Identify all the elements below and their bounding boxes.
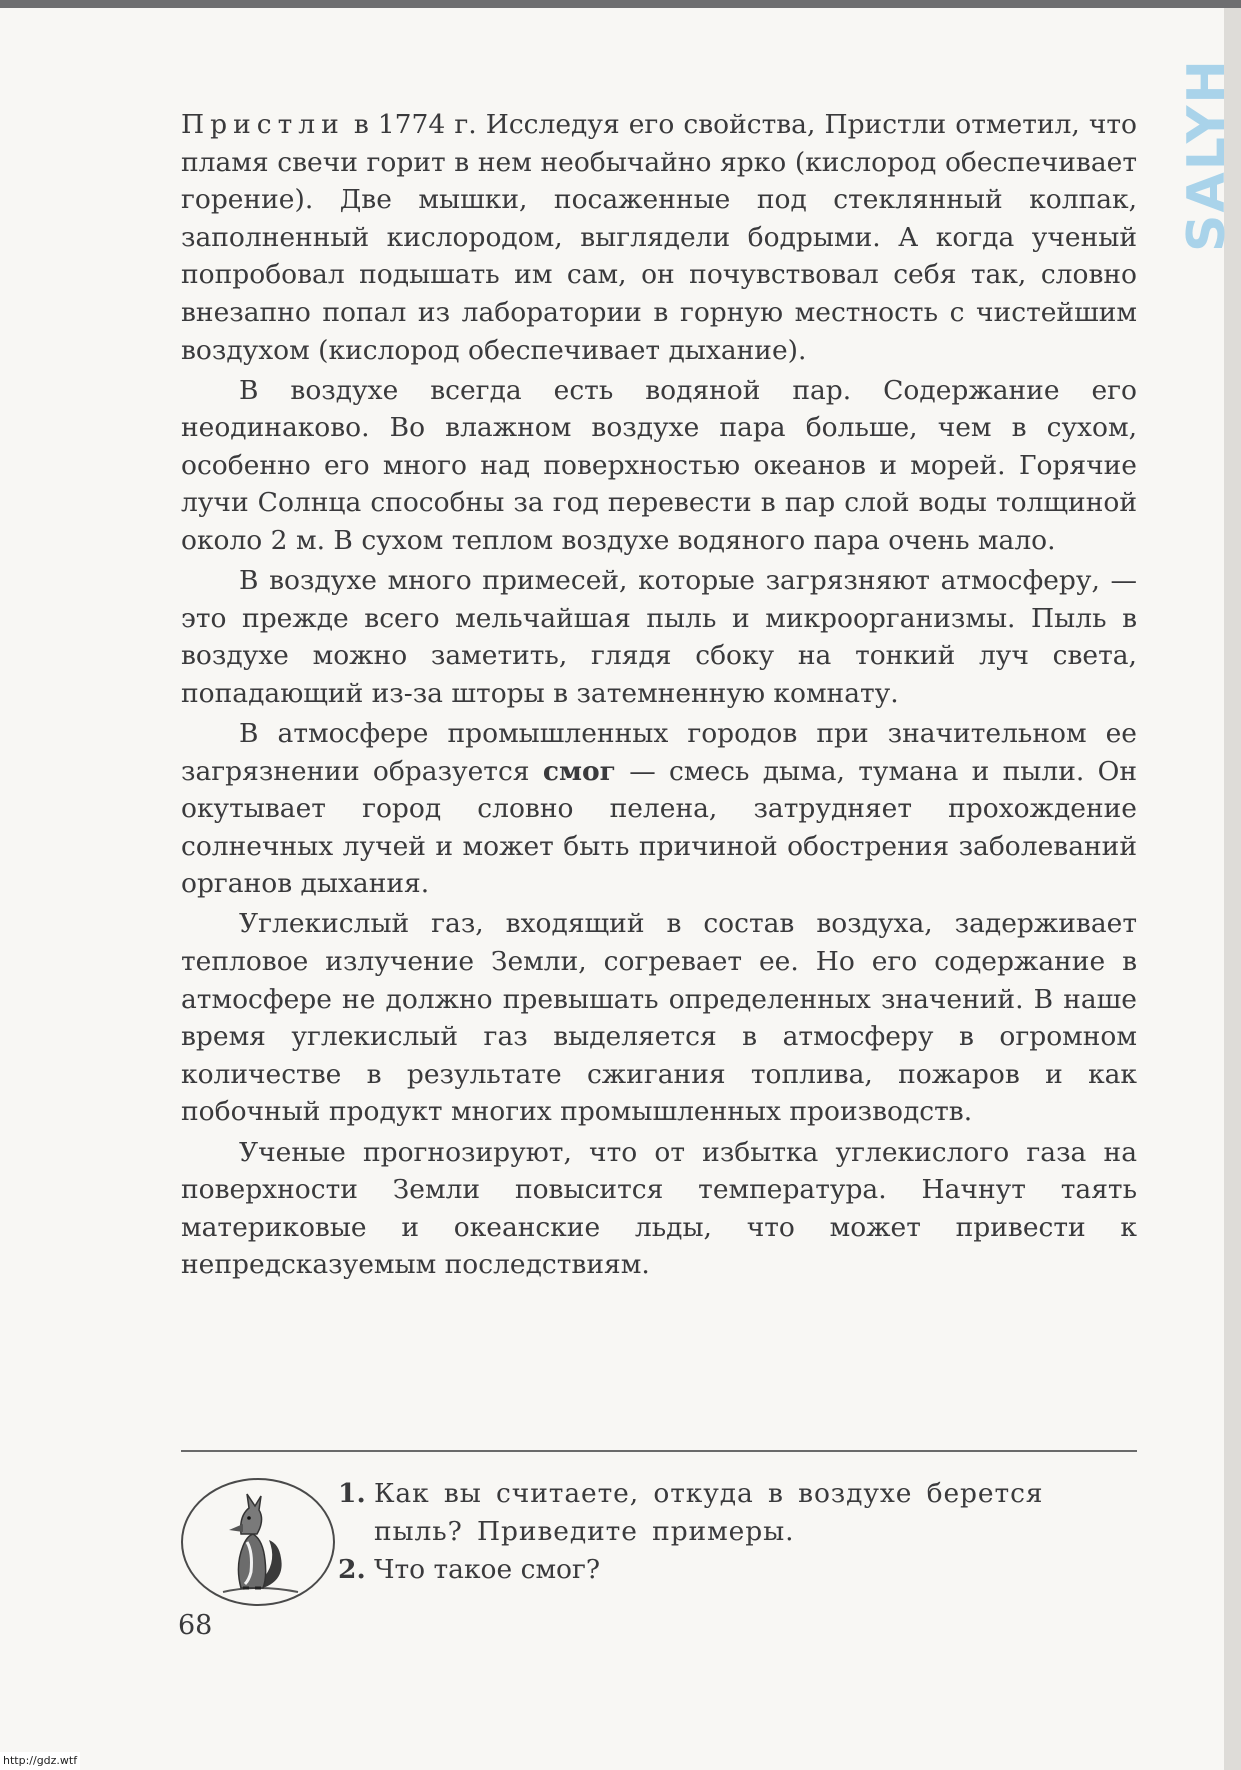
question-text: Что такое смог? xyxy=(374,1554,601,1585)
paragraph-3: В воздухе много примесей, которые загрязняют атмосферу, — это прежде всего мельчайшая пыль и микроорганизмы. Пыль в воздухе можно заметить, глядя сбоку на тонкий луч света, попадающий из-за шторы в затемненную комнату. xyxy=(181,565,1137,709)
page-number: 68 xyxy=(178,1610,213,1641)
page-top-shadow xyxy=(0,0,1241,8)
smog-term: смог xyxy=(542,755,616,787)
body-text xyxy=(181,106,1137,1286)
watermark-text: SALYH xyxy=(1177,58,1237,252)
question-item xyxy=(338,1551,1138,1589)
spaced-name: Пристли xyxy=(181,109,345,140)
questions-list xyxy=(338,1475,1138,1589)
source-url[interactable]: http://gdz.wtf xyxy=(0,1752,80,1770)
paragraph-4-before: В атмосфере промышленных городов при значительном ее загрязнении образуется xyxy=(181,718,1137,787)
paragraph-4 xyxy=(181,715,1137,903)
paragraph-5: Углекислый газ, входящий в состав воздуха, задерживает тепловое излучение Земли, согревает ее. Но его содержание в атмосфере не должно превышать определенных значений. В наше время углекислый газ выделяется в атмосферу в огромном количестве в результате сжигания топлива, пожаров и как побочный продукт многих промышленных производств. xyxy=(181,908,1137,1128)
paragraph-1 xyxy=(181,106,1137,369)
question-item xyxy=(338,1475,1138,1551)
paragraph-4-after: — смесь дыма, тумана и пыли. Он окутывает город словно пелена, затрудняет прохождение солнечных лучей и может быть причиной обострения заболеваний органов дыхания. xyxy=(181,755,1137,900)
section-divider xyxy=(181,1450,1137,1452)
question-number: 1. xyxy=(338,1478,366,1509)
paragraph-1-text: в 1774 г. Исследуя его свойства, Пристли отметил, что пламя свечи горит в нем необычайно ярко (кислород обеспечивает горение). Две мышки, посаженные под стеклянный колпак, заполненный кислородом, выглядели бодрыми. А когда ученый попробовал подышать им сам, он почувствовал себя так, словно внезапно попал из лаборатории в горную местность с чистейшим воздухом (кислород обеспечивает дыхание). xyxy=(181,109,1137,366)
question-number: 2. xyxy=(338,1554,366,1585)
paragraph-2: В воздухе всегда есть водяной пар. Содержание его неодинаково. Во влажном воздухе пара больше, чем в сухом, особенно его много над поверхностью океанов и морей. Горячие лучи Солнца способны за год перевести в пар слой воды толщиной около 2 м. В сухом теплом воздухе водяного пара очень мало. xyxy=(181,374,1137,557)
paragraph-6: Ученые прогнозируют, что от избытка углекислого газа на поверхности Земли повысится температура. Начнут таять материковые и океанские льды, что может привести к непредсказуемым последствиям. xyxy=(181,1136,1137,1281)
question-text: Как вы считаете, откуда в воздухе берется пыль? Приведите примеры. xyxy=(374,1478,1044,1547)
fox-icon xyxy=(181,1478,335,1606)
